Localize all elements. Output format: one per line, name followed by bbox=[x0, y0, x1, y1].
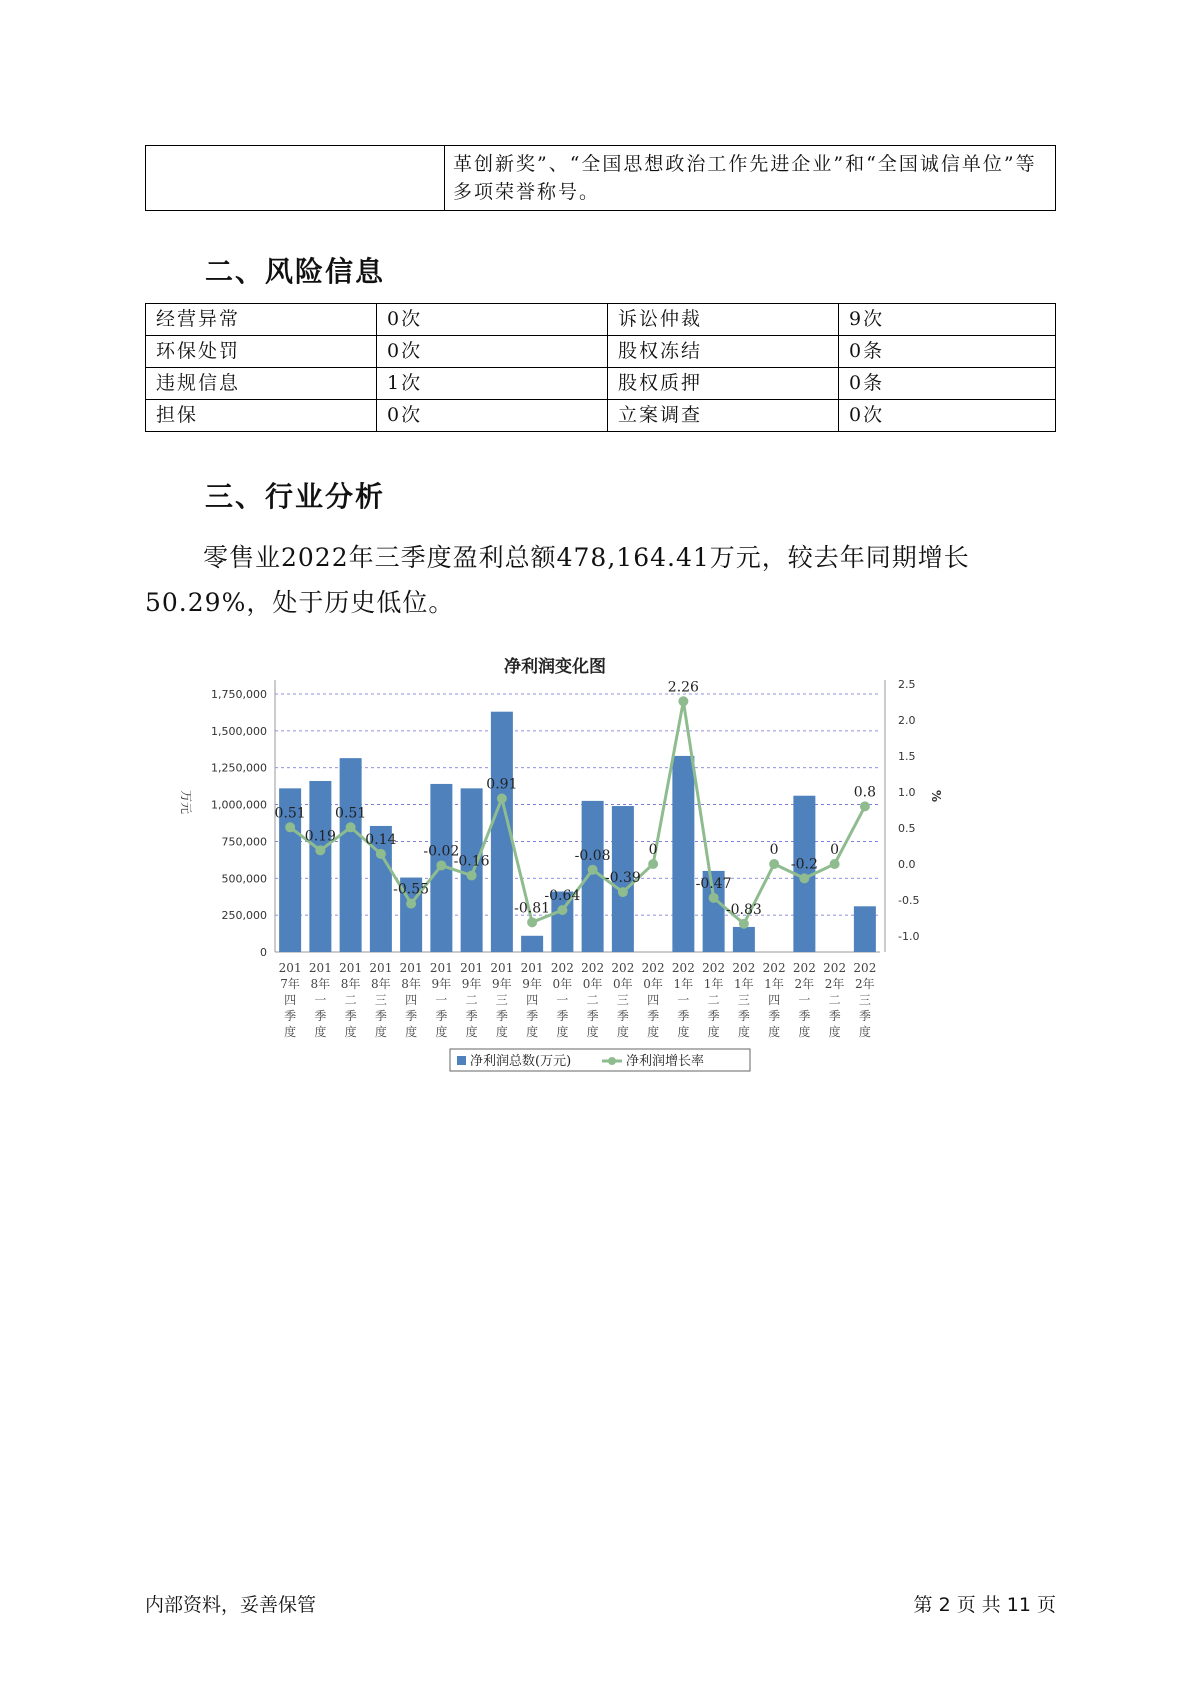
x-tick-label-line: 202 bbox=[550, 961, 574, 975]
x-tick-label bbox=[672, 961, 695, 1039]
x-tick-label-line: 季 bbox=[344, 1009, 357, 1023]
bar bbox=[309, 781, 331, 952]
x-tick-label-line: 度 bbox=[344, 1025, 357, 1039]
growth-point bbox=[709, 893, 719, 903]
risk-value: 0次 bbox=[839, 400, 1056, 432]
x-tick-label-line: 四 bbox=[405, 993, 418, 1007]
x-tick-label-line: 201 bbox=[520, 961, 544, 975]
risk-value: 0条 bbox=[839, 368, 1056, 400]
x-tick-label bbox=[853, 961, 876, 1039]
x-tick-label-line: 8年 bbox=[401, 977, 421, 991]
x-tick-label bbox=[551, 961, 574, 1039]
y-axis-label: 万元 bbox=[179, 790, 193, 815]
y-tick-label: 750,000 bbox=[221, 835, 267, 849]
growth-label: 0 bbox=[648, 842, 658, 858]
growth-point bbox=[678, 696, 688, 706]
x-tick-label-line: 季 bbox=[647, 1009, 660, 1023]
growth-label: -0.47 bbox=[695, 875, 732, 892]
x-tick-label-line: 9年 bbox=[431, 977, 452, 991]
x-tick-label bbox=[763, 961, 786, 1039]
x-tick-label-line: 度 bbox=[798, 1025, 811, 1039]
x-tick-label-line: 三 bbox=[616, 993, 629, 1007]
growth-label: -0.64 bbox=[544, 888, 581, 905]
x-tick-label-line: 季 bbox=[314, 1009, 327, 1023]
table-row bbox=[146, 368, 1056, 400]
x-tick-label-line: 2年 bbox=[855, 977, 875, 991]
x-tick-label-line: 1年 bbox=[764, 977, 784, 991]
x-tick-label-line: 二 bbox=[707, 993, 720, 1007]
growth-point bbox=[436, 860, 446, 870]
x-tick-label-line: 度 bbox=[707, 1025, 720, 1039]
growth-point bbox=[497, 793, 507, 803]
x-tick-label-line: 9年 bbox=[522, 977, 542, 991]
x-tick-label-line: 2年 bbox=[824, 977, 845, 991]
growth-point bbox=[376, 849, 386, 859]
x-tick-label-line: 202 bbox=[581, 961, 605, 975]
x-tick-label-line: 202 bbox=[823, 961, 847, 975]
legend-bar-label: 净利润总数(万元) bbox=[470, 1054, 572, 1069]
x-tick-label-line: 度 bbox=[768, 1025, 781, 1039]
x-tick-label-line: 二 bbox=[828, 993, 841, 1007]
x-tick-label bbox=[339, 961, 362, 1039]
growth-label: 0 bbox=[830, 842, 840, 858]
growth-point bbox=[769, 859, 779, 869]
bar bbox=[521, 936, 543, 952]
y-tick-label: 1,750,000 bbox=[211, 688, 267, 701]
growth-point bbox=[648, 859, 658, 869]
x-tick-label-line: 201 bbox=[490, 961, 514, 975]
growth-label: -0.83 bbox=[725, 901, 762, 918]
growth-point bbox=[557, 905, 567, 915]
x-tick-label-line: 季 bbox=[435, 1009, 448, 1023]
y2-tick-label: 1.0 bbox=[898, 786, 916, 799]
x-tick-label bbox=[369, 961, 392, 1039]
x-tick-label-line: 二 bbox=[465, 993, 478, 1007]
x-tick-label-line: 度 bbox=[737, 1025, 750, 1039]
x-tick-label-line: 季 bbox=[737, 1009, 750, 1023]
x-tick-label-line: 202 bbox=[762, 961, 786, 975]
x-tick-label-line: 季 bbox=[465, 1009, 478, 1023]
x-tick-label-line: 季 bbox=[374, 1009, 387, 1023]
x-tick-label-line: 度 bbox=[556, 1025, 569, 1039]
x-tick-label-line: 一 bbox=[677, 993, 690, 1007]
growth-label: -0.39 bbox=[604, 870, 641, 887]
table-row bbox=[146, 400, 1056, 432]
risk-label: 担保 bbox=[146, 400, 377, 432]
risk-label: 环保处罚 bbox=[146, 336, 377, 368]
x-tick-label-line: 度 bbox=[284, 1025, 297, 1039]
x-tick-label bbox=[793, 961, 816, 1039]
x-tick-label-line: 度 bbox=[465, 1025, 478, 1039]
growth-label: 2.26 bbox=[667, 679, 699, 696]
x-tick-label-line: 202 bbox=[641, 961, 665, 975]
growth-point bbox=[467, 871, 477, 881]
x-tick-label-line: 季 bbox=[768, 1009, 781, 1023]
x-tick-label-line: 202 bbox=[732, 961, 756, 975]
risk-label: 股权质押 bbox=[608, 368, 839, 400]
top-table bbox=[145, 145, 1056, 211]
x-tick-label bbox=[732, 961, 755, 1039]
x-tick-label-line: 9年 bbox=[461, 977, 482, 991]
x-tick-label-line: 度 bbox=[495, 1025, 508, 1039]
x-tick-label-line: 季 bbox=[405, 1009, 418, 1023]
x-tick-label-line: 1年 bbox=[703, 977, 724, 991]
risk-value: 1次 bbox=[377, 368, 608, 400]
growth-point bbox=[527, 917, 537, 927]
x-tick-label-line: 201 bbox=[278, 961, 302, 975]
x-tick-label-line: 201 bbox=[399, 961, 423, 975]
table-row bbox=[146, 336, 1056, 368]
x-tick-label-line: 201 bbox=[369, 961, 393, 975]
x-tick-label-line: 季 bbox=[556, 1009, 569, 1023]
x-tick-label-line: 202 bbox=[702, 961, 726, 975]
y-tick-label: 1,250,000 bbox=[211, 761, 267, 775]
growth-point bbox=[799, 873, 809, 883]
x-tick-label-line: 度 bbox=[526, 1025, 539, 1039]
x-tick-label bbox=[309, 961, 332, 1039]
x-tick-label-line: 1年 bbox=[734, 977, 754, 991]
industry-paragraph: 零售业2022年三季度盈利总额478,164.41万元，较去年同期增长50.29%，处于历史低位。 bbox=[145, 543, 970, 617]
x-tick-label-line: 三 bbox=[858, 993, 871, 1007]
growth-point bbox=[830, 859, 840, 869]
x-tick-label bbox=[642, 961, 665, 1039]
growth-label: 0.14 bbox=[365, 831, 397, 848]
x-tick-label-line: 季 bbox=[526, 1009, 539, 1023]
growth-point bbox=[860, 801, 870, 811]
y2-tick-label: 2.0 bbox=[898, 714, 916, 727]
x-tick-label-line: 一 bbox=[556, 993, 569, 1007]
bar bbox=[733, 927, 755, 952]
x-tick-label-line: 季 bbox=[495, 1009, 508, 1023]
growth-label: -0.02 bbox=[423, 843, 460, 860]
y2-tick-label: 0.5 bbox=[898, 822, 916, 835]
x-tick-label-line: 度 bbox=[616, 1025, 629, 1039]
x-tick-label-line: 0年 bbox=[613, 977, 633, 991]
x-tick-label-line: 一 bbox=[798, 993, 811, 1007]
growth-label: -0.2 bbox=[790, 856, 818, 873]
x-tick-label bbox=[490, 961, 513, 1039]
growth-point bbox=[406, 899, 416, 909]
growth-point bbox=[315, 845, 325, 855]
x-tick-label-line: 一 bbox=[314, 993, 327, 1007]
growth-label: 0.51 bbox=[335, 805, 367, 822]
x-tick-label-line: 一 bbox=[435, 993, 448, 1007]
x-tick-label-line: 201 bbox=[460, 961, 484, 975]
x-tick-label-line: 季 bbox=[284, 1009, 297, 1023]
x-tick-label-line: 三 bbox=[737, 993, 750, 1007]
x-tick-label-line: 四 bbox=[526, 993, 539, 1007]
x-tick-label-line: 度 bbox=[647, 1025, 660, 1039]
x-tick-label-line: 201 bbox=[429, 961, 453, 975]
x-tick-label-line: 202 bbox=[853, 961, 877, 975]
chart-title: 净利润变化图 bbox=[504, 657, 606, 677]
legend-bar-swatch bbox=[457, 1056, 466, 1065]
growth-label: -0.55 bbox=[393, 881, 430, 898]
y-tick-label: 1,500,000 bbox=[211, 724, 267, 738]
footer-confidential: 内部资料，妥善保管 bbox=[145, 1594, 317, 1616]
x-tick-label bbox=[581, 961, 604, 1039]
x-tick-label-line: 202 bbox=[671, 961, 695, 975]
x-tick-label-line: 9年 bbox=[492, 977, 512, 991]
x-tick-label bbox=[702, 961, 725, 1039]
x-tick-label-line: 度 bbox=[858, 1025, 871, 1039]
growth-point bbox=[618, 887, 628, 897]
risk-label: 经营异常 bbox=[146, 304, 377, 336]
y-tick-label: 0 bbox=[260, 946, 267, 959]
bar bbox=[854, 906, 876, 952]
growth-point bbox=[588, 865, 598, 875]
x-tick-label-line: 季 bbox=[707, 1009, 720, 1023]
growth-point bbox=[739, 919, 749, 929]
top-table-right-cell: 革创新奖”、“全国思想政治工作先进企业”和“全国诚信单位”等多项荣誉称号。 bbox=[445, 146, 1056, 211]
growth-label: 0.91 bbox=[486, 776, 518, 793]
y-tick-label: 250,000 bbox=[221, 909, 267, 923]
x-tick-label-line: 度 bbox=[374, 1025, 387, 1039]
x-tick-label-line: 四 bbox=[647, 993, 660, 1007]
x-tick-label-line: 度 bbox=[314, 1025, 327, 1039]
bar bbox=[340, 758, 362, 952]
risk-label: 违规信息 bbox=[146, 368, 377, 400]
x-tick-label bbox=[279, 961, 302, 1039]
net-profit-chart bbox=[170, 650, 1020, 1110]
risk-value: 0次 bbox=[377, 304, 608, 336]
x-tick-label-line: 1年 bbox=[673, 977, 694, 991]
growth-label: 0.19 bbox=[304, 828, 336, 845]
y2-tick-label: -1.0 bbox=[898, 930, 920, 943]
x-tick-label-line: 季 bbox=[828, 1009, 841, 1023]
x-tick-label-line: 季 bbox=[858, 1009, 871, 1023]
bar bbox=[461, 788, 483, 952]
y2-tick-label: 2.5 bbox=[898, 678, 916, 691]
growth-point bbox=[285, 822, 295, 832]
top-table-left-cell bbox=[146, 146, 445, 211]
growth-label: 0.8 bbox=[853, 784, 877, 801]
x-tick-label-line: 7年 bbox=[280, 977, 300, 991]
x-tick-label bbox=[400, 961, 423, 1039]
growth-label: -0.16 bbox=[453, 853, 490, 870]
x-tick-label-line: 0年 bbox=[552, 977, 573, 991]
x-tick-label-line: 季 bbox=[586, 1009, 599, 1023]
x-tick-label bbox=[460, 961, 483, 1039]
x-tick-label-line: 度 bbox=[828, 1025, 841, 1039]
x-tick-label-line: 202 bbox=[792, 961, 816, 975]
x-tick-label-line: 三 bbox=[495, 993, 508, 1007]
risk-value: 0条 bbox=[839, 336, 1056, 368]
growth-label: 0.51 bbox=[274, 805, 306, 822]
x-tick-label-line: 度 bbox=[677, 1025, 690, 1039]
y-tick-label: 1,000,000 bbox=[211, 798, 267, 812]
x-tick-label-line: 0年 bbox=[643, 977, 663, 991]
table-row bbox=[146, 304, 1056, 336]
x-tick-label bbox=[823, 961, 846, 1039]
x-tick-label-line: 三 bbox=[374, 993, 387, 1007]
risk-value: 9次 bbox=[839, 304, 1056, 336]
x-tick-label-line: 0年 bbox=[582, 977, 603, 991]
x-tick-label-line: 8年 bbox=[310, 977, 331, 991]
x-tick-label-line: 202 bbox=[611, 961, 635, 975]
risk-label: 立案调查 bbox=[608, 400, 839, 432]
risk-label: 股权冻结 bbox=[608, 336, 839, 368]
x-tick-label-line: 8年 bbox=[371, 977, 391, 991]
x-tick-label-line: 2年 bbox=[794, 977, 815, 991]
x-tick-label-line: 8年 bbox=[340, 977, 361, 991]
x-tick-label-line: 季 bbox=[616, 1009, 629, 1023]
y2-axis-label: % bbox=[929, 790, 943, 803]
x-tick-label-line: 二 bbox=[344, 993, 357, 1007]
growth-label: -0.81 bbox=[514, 900, 551, 917]
x-tick-label-line: 度 bbox=[435, 1025, 448, 1039]
x-tick-label-line: 季 bbox=[798, 1009, 811, 1023]
growth-point bbox=[346, 822, 356, 832]
x-tick-label-line: 201 bbox=[339, 961, 363, 975]
x-tick-label bbox=[521, 961, 544, 1039]
y2-tick-label: 1.5 bbox=[898, 750, 916, 763]
bar bbox=[672, 756, 694, 952]
x-tick-label bbox=[430, 961, 453, 1039]
growth-label: -0.08 bbox=[574, 847, 611, 864]
x-tick-label-line: 201 bbox=[308, 961, 332, 975]
growth-label: 0 bbox=[769, 842, 779, 858]
x-tick-label-line: 季 bbox=[677, 1009, 690, 1023]
x-tick-label bbox=[611, 961, 634, 1039]
x-tick-label-line: 四 bbox=[284, 993, 297, 1007]
footer-page-number: 第 2 页 共 11 页 bbox=[913, 1594, 1056, 1616]
chart-svg bbox=[170, 650, 1020, 1110]
risk-table bbox=[145, 303, 1056, 432]
y2-tick-label: -0.5 bbox=[898, 894, 920, 907]
risk-value: 0次 bbox=[377, 400, 608, 432]
section-title-risk: 二、风险信息 bbox=[205, 255, 386, 288]
risk-label: 诉讼仲裁 bbox=[608, 304, 839, 336]
y2-tick-label: 0.0 bbox=[898, 858, 916, 871]
section-title-industry: 三、行业分析 bbox=[205, 480, 386, 513]
legend-line-label: 净利润增长率 bbox=[626, 1054, 705, 1069]
x-tick-label-line: 二 bbox=[586, 993, 599, 1007]
x-tick-label-line: 度 bbox=[586, 1025, 599, 1039]
y-tick-label: 500,000 bbox=[221, 872, 267, 886]
x-tick-label-line: 度 bbox=[405, 1025, 418, 1039]
x-tick-label-line: 四 bbox=[768, 993, 781, 1007]
legend-line-marker bbox=[608, 1057, 616, 1065]
risk-value: 0次 bbox=[377, 336, 608, 368]
